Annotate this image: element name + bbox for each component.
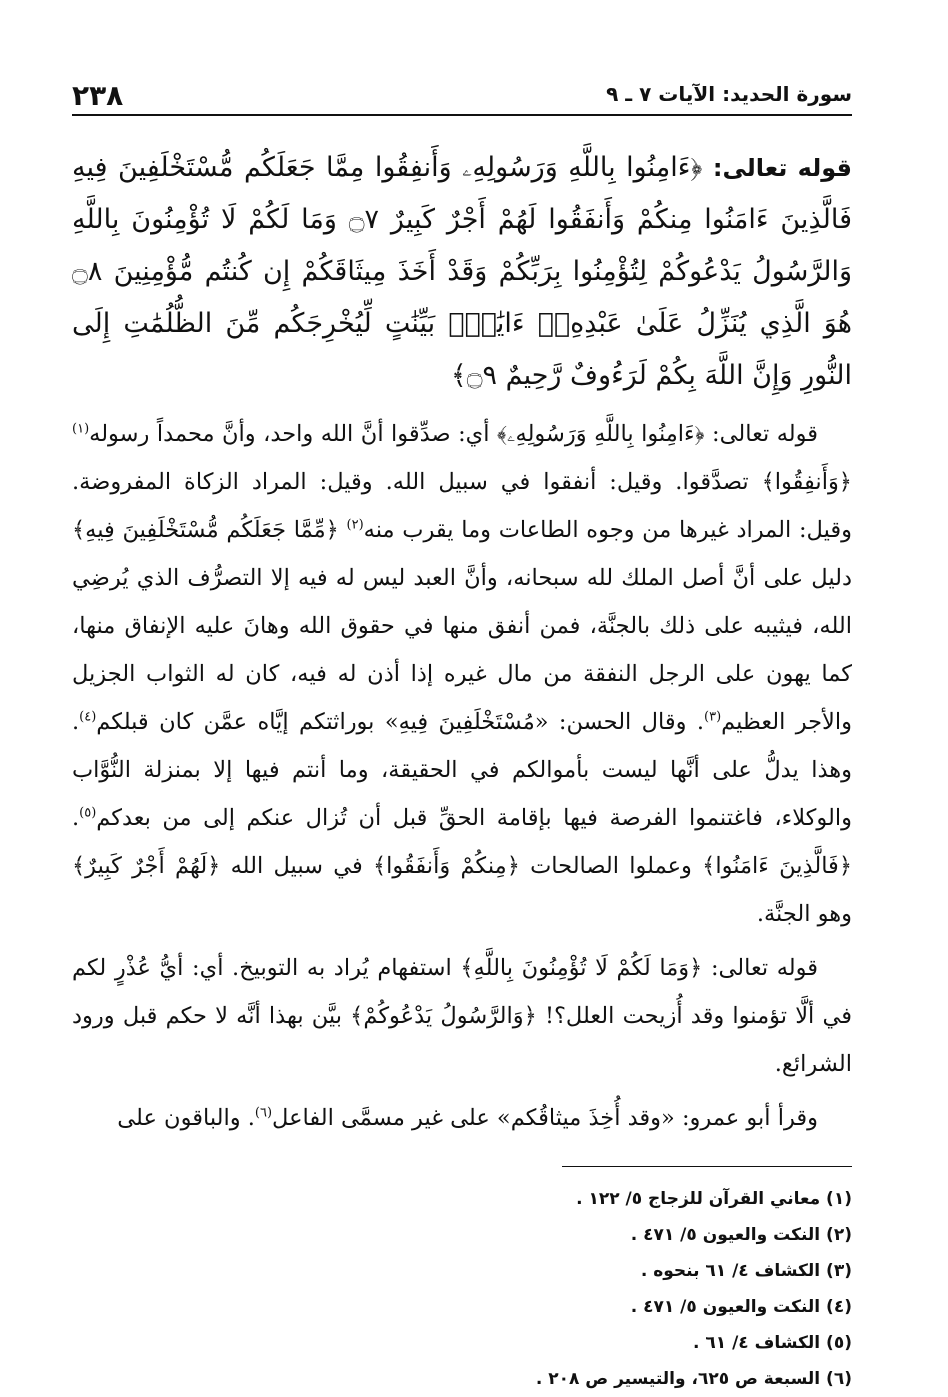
commentary-text: قوله تعالى: ﴿ءَامِنُوا بِاللَّهِ وَرَسُولِهِۦ﴾ أي: صدِّقوا أنَّ الله واحد، وأنَّ محمداً رسوله xyxy=(89,421,818,447)
commentary-text: ﴿مِّمَّا جَعَلَكُم مُّسْتَخْلَفِينَ فِيهِ﴾ دليل على أنَّ أصل الملك لله سبحانه، وأنَّ العبد ليس له فيه إلا التصرُّف الذي يُرضِي الله، فيثيبه على ذلك بالجنَّة، فمن أنفق منها في حقوق الله وهانَ عليه الإنفاق منها، كما يهون على الرجل النفقة من مال غيره إذا أذن له فيه، كان له الثواب الجزيل والأجر العظيم xyxy=(72,517,852,735)
footnote-ref-4[interactable]: (٤) xyxy=(79,709,97,725)
footnote-item: (٦) السبعة ص ٦٢٥، والتيسير ص ٢٠٨ . xyxy=(535,1369,852,1389)
footnotes-list xyxy=(72,1181,852,1397)
verse-lead: قوله تعالى: xyxy=(712,154,852,182)
surah-title: سورة الحديد: الآيات ٧ ـ ٩ xyxy=(606,82,852,106)
commentary-paragraph-1 xyxy=(72,410,852,938)
footnote-ref-2[interactable]: (٢) xyxy=(346,517,364,533)
footnote-item: (٤) النكت والعيون ٥/ ٤٧١ . xyxy=(630,1297,852,1317)
footnote-ref-1[interactable]: (١) xyxy=(72,421,90,437)
footnote-divider xyxy=(562,1166,852,1167)
commentary-text: . ﴿فَالَّذِينَ ءَامَنُوا﴾ وعملوا الصالحات ﴿مِنكُمْ وَأَنفَقُوا﴾ في سبيل الله ﴿لَهُمْ أَجْرٌ كَبِيرٌ﴾ وهو الجنَّة. xyxy=(72,805,852,927)
verse-text: ﴿ءَامِنُوا بِاللَّهِ وَرَسُولِهِۦ وَأَنفِقُوا مِمَّا جَعَلَكُم مُّسْتَخْلَفِينَ فِيهِ فَالَّذِينَ ءَامَنُوا مِنكُمْ وَأَنفَقُوا لَهُمْ أَجْرٌ كَبِيرٌ ۝٧ وَمَا لَكُمْ لَا تُؤْمِنُونَ بِاللَّهِ وَالرَّسُولُ يَدْعُوكُمْ لِتُؤْمِنُوا بِرَبِّكُمْ وَقَدْ أَخَذَ مِيثَاقَكُمْ إِن كُنتُم مُّؤْمِنِينَ ۝٨ هُوَ الَّذِي يُنَزِّلُ عَلَىٰ عَبْدِهِۦٓ ءَايَٰتٍۭ بَيِّنَٰتٍ لِّيُخْرِجَكُم مِّنَ الظُّلُمَٰتِ إِلَى النُّورِ وَإِنَّ اللَّهَ بِكُمْ لَرَءُوفٌ رَّحِيمٌ ۝٩﴾ xyxy=(72,152,852,391)
footnote-item: (١) معاني القرآن للزجاج ٥/ ١٢٢ . xyxy=(576,1189,852,1209)
footnote-ref-6[interactable]: (٦) xyxy=(254,1105,273,1121)
book-page xyxy=(72,70,852,1389)
footnote-item: (٥) الكشاف ٤/ ٦١ . xyxy=(693,1333,852,1353)
commentary-text: ﴿وَأَنفِقُوا﴾ تصدَّقوا. وقيل: أنفقوا في سبيل الله. وقيل: المراد الزكاة المفروضة. وقيل: المراد غيرها من وجوه الطاعات وما يقرب منه xyxy=(72,469,852,543)
commentary xyxy=(72,410,852,1142)
running-header xyxy=(72,70,852,116)
footnote-ref-5[interactable]: (٥) xyxy=(79,805,97,821)
footnote-item: (٣) الكشاف ٤/ ٦١ بنحوه . xyxy=(640,1261,852,1281)
footnote-item: (٢) النكت والعيون ٥/ ٤٧١ . xyxy=(630,1225,852,1245)
commentary-text: . وقال الحسن: «مُسْتَخْلَفِينَ فِيهِ» بوراثتكم إيَّاه عمَّن كان قبلكم xyxy=(96,709,705,735)
commentary-text: . وهذا يدلُّ على أنَّها ليست بأموالكم في الحقيقة، وما أنتم فيها إلا بمنزلة النُّوَّاب والوكلاء، فاغتنموا الفرصة فيها بإقامة الحقِّ قبل أن تُزال عنكم إلى من بعدكم xyxy=(72,709,852,831)
commentary-paragraph-3 xyxy=(72,1094,852,1142)
page-number: ٢٣٨ xyxy=(72,79,124,112)
footnote-divider-wrap xyxy=(72,1148,852,1181)
verse-block xyxy=(72,142,852,402)
footnote-ref-3[interactable]: (٣) xyxy=(704,709,722,725)
commentary-paragraph-2: قوله تعالى: ﴿وَمَا لَكُمْ لَا تُؤْمِنُونَ بِاللَّهِ﴾ استفهام يُراد به التوبيخ. أي: أيُّ عُذْرٍ لكم في ألَّا تؤمنوا وقد أُزيحت العلل؟! ﴿وَالرَّسُولُ يَدْعُوكُمْ﴾ بيَّن بهذا أنَّه لا حكم قبل ورود الشرائع. xyxy=(72,955,852,1077)
commentary-text: وقرأ أبو عمرو: «وقد أُخِذَ ميثاقُكم» على غير مسمَّى الفاعل xyxy=(272,1105,818,1131)
commentary-text: . والباقون على xyxy=(117,1105,255,1131)
